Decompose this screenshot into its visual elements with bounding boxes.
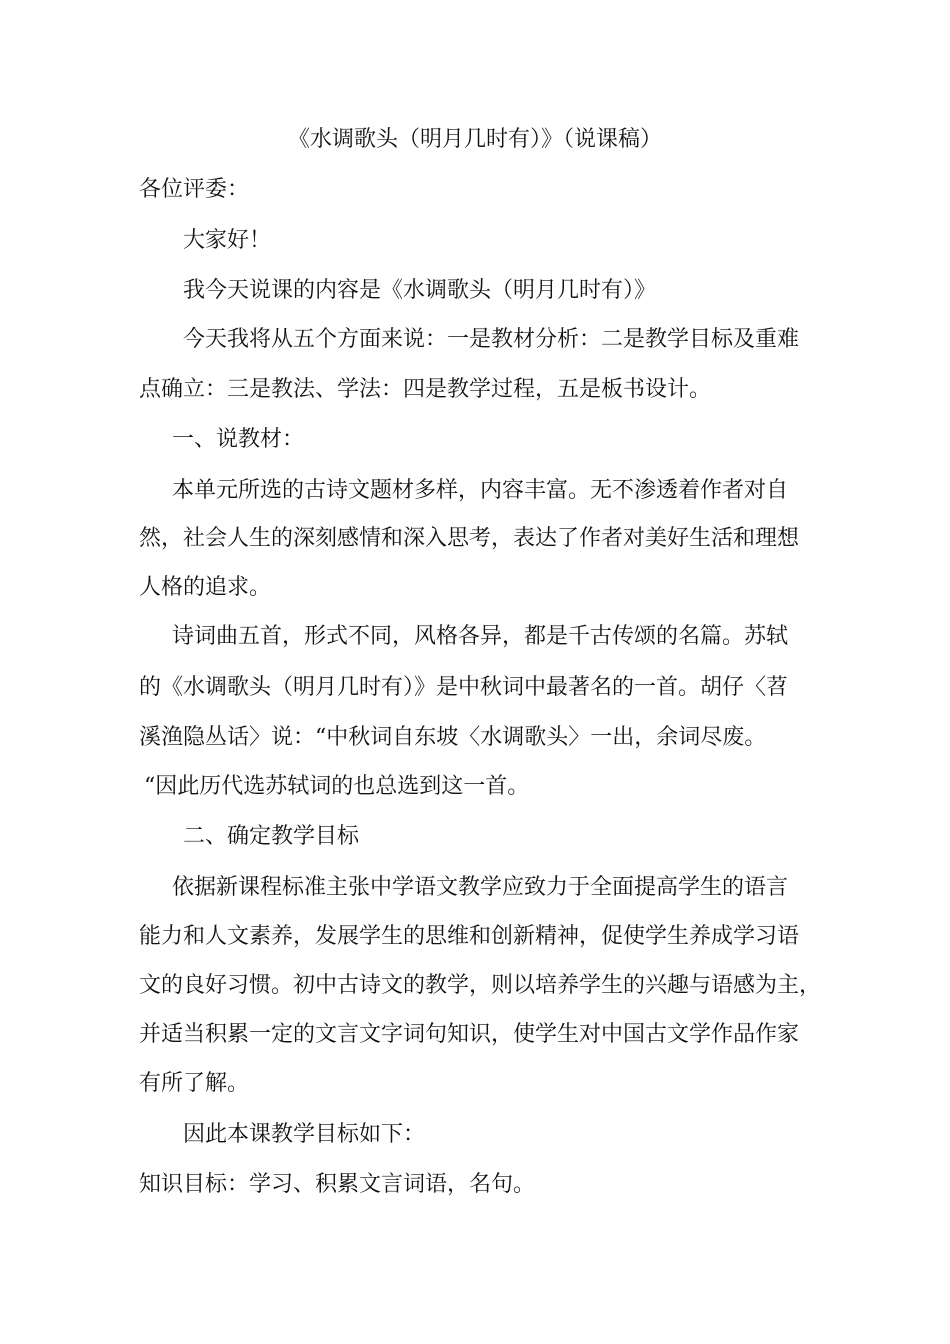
- paragraph-line: 诗词曲五首，形式不同，风格各异，都是千古传颂的名篇。苏轼: [172, 624, 789, 649]
- salutation: 各位评委：: [139, 177, 250, 202]
- paragraph-line: 能力和人文素养，发展学生的思维和创新精神，促使学生养成学习语: [139, 924, 800, 949]
- paragraph-line: 的《水调歌头（明月几时有）》是中秋词中最著名的一首。胡仔〈苕: [139, 675, 789, 700]
- paragraph-line: “因此历代选苏轼词的也总选到这一首。: [144, 774, 530, 799]
- section-heading: 二、确定教学目标: [183, 824, 360, 849]
- paragraph-line: 有所了解。: [139, 1071, 250, 1096]
- paragraph-line: 知识目标：学习、积累文言词语，名句。: [139, 1172, 536, 1197]
- document-title: 《水调歌头（明月几时有）》（说课稿）: [287, 127, 662, 152]
- paragraph-line: 溪渔隐丛话〉说：“中秋词自东坡〈水调歌头〉一出，余词尽废。: [139, 725, 767, 750]
- paragraph-line: 本单元所选的古诗文题材多样，内容丰富。无不渗透着作者对自: [172, 478, 789, 503]
- section-heading: 一、说教材：: [172, 427, 305, 452]
- paragraph-line: 并适当积累一定的文言文字词句知识，使学生对中国古文学作品作家: [139, 1022, 800, 1047]
- paragraph-line: 因此本课教学目标如下：: [183, 1122, 426, 1147]
- greeting: 大家好！: [183, 228, 272, 253]
- paragraph-line: 然，社会人生的深刻感情和深入思考，表达了作者对美好生活和理想: [139, 526, 800, 551]
- paragraph-line: 今天我将从五个方面来说：一是教材分析：二是教学目标及重难: [183, 327, 800, 352]
- paragraph-line: 点确立：三是教法、学法：四是教学过程，五是板书设计。: [139, 377, 712, 402]
- paragraph-line: 依据新课程标准主张中学语文教学应致力于全面提高学生的语言: [172, 875, 789, 900]
- paragraph-line: 文的良好习惯。初中古诗文的教学，则以培养学生的兴趣与语感为主，: [139, 973, 822, 998]
- paragraph-line: 我今天说课的内容是《水调歌头（明月几时有）》: [183, 278, 657, 303]
- paragraph-line: 人格的追求。: [139, 575, 272, 600]
